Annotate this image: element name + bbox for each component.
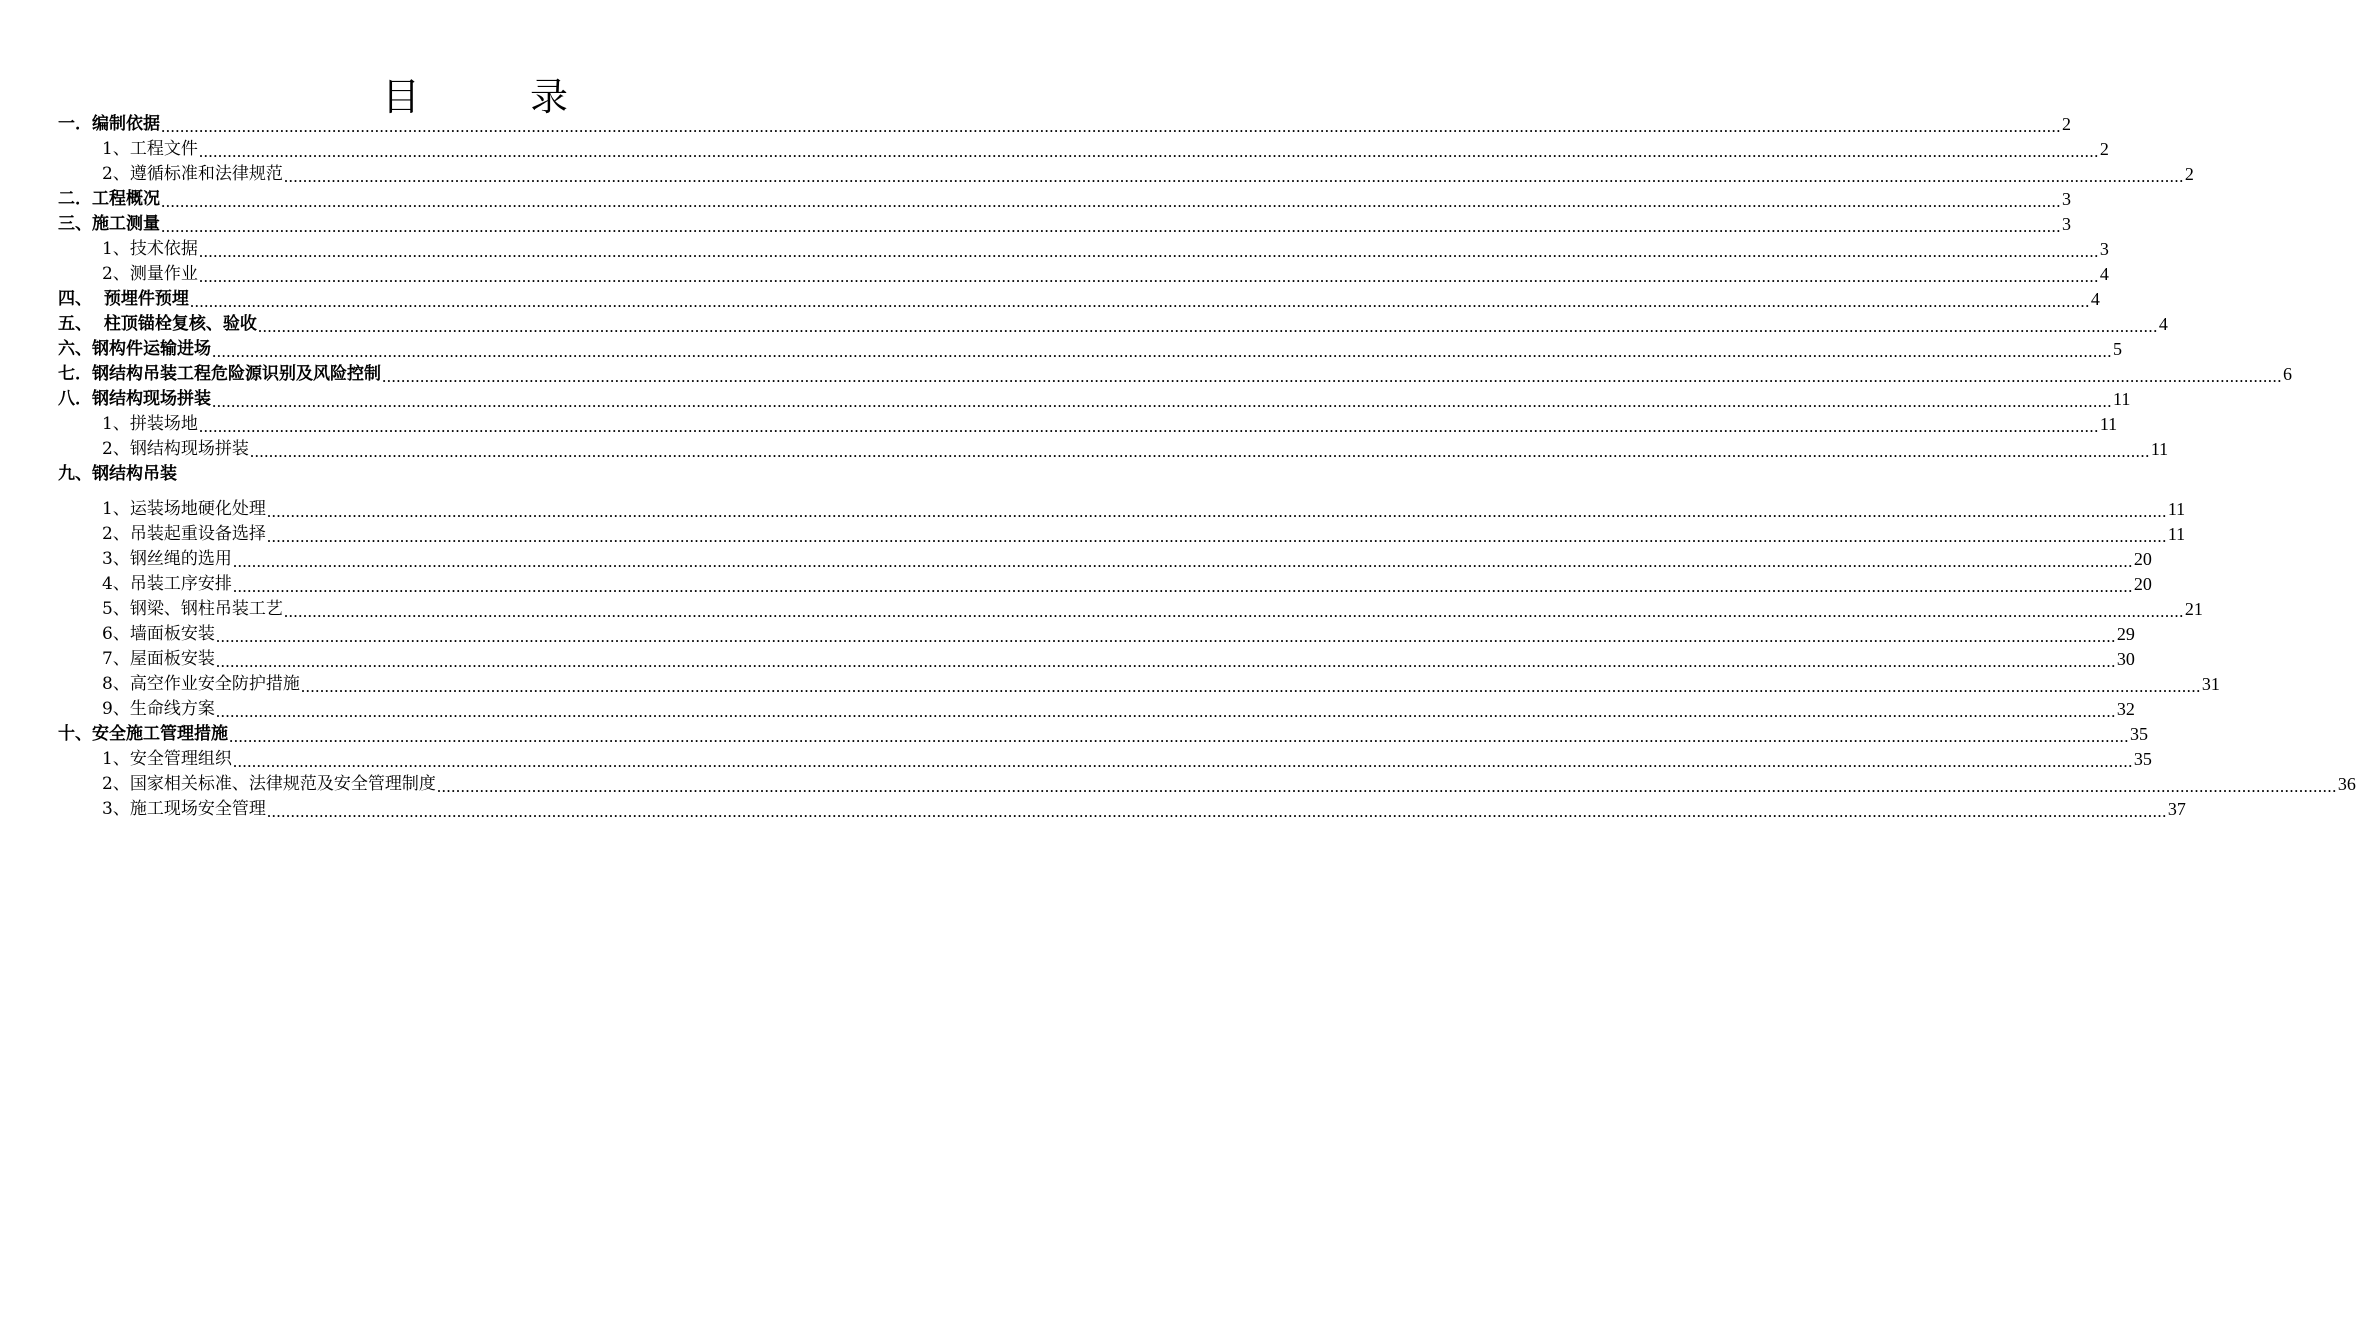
toc-page-number: 11 [2113, 389, 2131, 409]
toc-leader-dots: ................................................................................................................................................................................................................................................................................................................................................................................................................ [266, 527, 2167, 546]
document-title: 目 录 [381, 75, 604, 119]
toc-entry-label: 2、钢结构现场拼装 [102, 439, 249, 459]
toc-page-number: 3 [2062, 189, 2071, 209]
toc-page-number: 11 [2167, 499, 2186, 519]
toc-entry-label: 1、运装场地硬化处理 [102, 499, 266, 519]
toc-entry-label: 十、安全施工管理措施 [58, 724, 228, 744]
toc-entry-label: 一．编制依据 [58, 114, 160, 134]
toc-leader-dots: ................................................................................................................................................................................................................................................................................................................................................................................................................ [249, 442, 2150, 461]
toc-entry[interactable] [102, 797, 2186, 822]
toc-page-number: 20 [2133, 549, 2152, 569]
toc-leader-dots: ................................................................................................................................................................................................................................................................................................................................................................................................................ [161, 192, 2061, 211]
toc-entry[interactable] [58, 187, 2071, 212]
toc-entry[interactable] [58, 287, 2100, 312]
toc-entry[interactable] [58, 387, 2131, 412]
toc-entry-label: 九、钢结构吊装 [58, 464, 177, 484]
toc-entry[interactable] [102, 547, 2152, 572]
toc-entry[interactable] [102, 622, 2135, 647]
toc-page-number: 5 [2113, 339, 2122, 359]
toc-entry-label: 八．钢结构现场拼装 [58, 389, 211, 409]
toc-entry-label: 6、墙面板安装 [102, 624, 215, 644]
toc-leader-dots: ................................................................................................................................................................................................................................................................................................................................................................................................................ [300, 677, 2201, 696]
toc-page-number: 29 [2116, 624, 2135, 644]
toc-entry[interactable] [58, 112, 2071, 137]
toc-entry-label: 2、测量作业 [102, 264, 198, 284]
toc-leader-dots: ................................................................................................................................................................................................................................................................................................................................................................................................................ [266, 802, 2167, 821]
toc-leader-dots: ................................................................................................................................................................................................................................................................................................................................................................................................................ [198, 417, 2099, 436]
toc-entry[interactable] [102, 522, 2186, 547]
toc-page-number: 36 [2337, 774, 2356, 794]
toc-leader-dots: ................................................................................................................................................................................................................................................................................................................................................................................................................ [232, 552, 2133, 571]
toc-entry-label: 1、技术依据 [102, 239, 198, 259]
toc-page-number: 4 [2158, 314, 2168, 334]
toc-entry-label: 五、 柱顶锚栓复核、验收 [58, 314, 257, 334]
toc-entry-label: 2、国家相关标准、法律规范及安全管理制度 [102, 774, 436, 794]
toc-entry[interactable] [102, 162, 2194, 187]
toc-entry-label: 2、遵循标准和法律规范 [102, 164, 283, 184]
toc-entry[interactable] [102, 497, 2186, 522]
toc-entry-label: 3、施工现场安全管理 [102, 799, 266, 819]
toc-entry-label: 二．工程概况 [58, 189, 160, 209]
toc-page-number: 11 [2099, 414, 2118, 434]
toc-page-number: 37 [2167, 799, 2186, 819]
toc-entry-label: 三、施工测量 [58, 214, 160, 234]
toc-leader-dots: ................................................................................................................................................................................................................................................................................................................................................................................................................ [283, 167, 2184, 186]
toc-leader-dots: ................................................................................................................................................................................................................................................................................................................................................................................................................ [198, 242, 2099, 261]
toc-page-number: 35 [2133, 749, 2152, 769]
toc-page-number: 11 [2167, 524, 2186, 544]
toc-page-number: 31 [2201, 674, 2220, 694]
toc-leader-dots: ................................................................................................................................................................................................................................................................................................................................................................................................................ [215, 627, 2116, 646]
toc-leader-dots: ................................................................................................................................................................................................................................................................................................................................................................................................................ [161, 217, 2061, 236]
toc-leader-dots: ................................................................................................................................................................................................................................................................................................................................................................................................................ [198, 142, 2099, 161]
toc-entry-label: 8、高空作业安全防护措施 [102, 674, 300, 694]
toc-leader-dots: ................................................................................................................................................................................................................................................................................................................................................................................................................ [229, 727, 2129, 746]
toc-entry[interactable] [58, 337, 2122, 362]
toc-entry[interactable] [102, 697, 2135, 722]
toc-entry-label: 7、屋面板安装 [102, 649, 215, 669]
toc-page-number: 6 [2283, 364, 2292, 384]
toc-page-number: 20 [2133, 574, 2152, 594]
toc-entry[interactable] [102, 597, 2203, 622]
toc-entry-label: 七．钢结构吊装工程危险源识别及风险控制 [58, 364, 381, 384]
toc-entry-label: 1、安全管理组织 [102, 749, 232, 769]
toc-entry-label: 4、吊装工序安排 [102, 574, 232, 594]
toc-page-number: 2 [2062, 114, 2071, 134]
toc-leader-dots: ................................................................................................................................................................................................................................................................................................................................................................................................................ [212, 392, 2112, 411]
toc-page-number: 2 [2184, 164, 2194, 184]
toc-leader-dots: ................................................................................................................................................................................................................................................................................................................................................................................................................ [215, 702, 2116, 721]
toc-page-number: 35 [2130, 724, 2148, 744]
toc-leader-dots: ................................................................................................................................................................................................................................................................................................................................................................................................................ [161, 117, 2061, 136]
toc-leader-dots: ................................................................................................................................................................................................................................................................................................................................................................................................................ [232, 577, 2133, 596]
toc-entry[interactable] [102, 672, 2220, 697]
toc-entry-label: 1、拼装场地 [102, 414, 198, 434]
toc-leader-dots: ................................................................................................................................................................................................................................................................................................................................................................................................................ [232, 752, 2133, 771]
toc-entry[interactable] [58, 722, 2148, 747]
toc-leader-dots: ................................................................................................................................................................................................................................................................................................................................................................................................................ [215, 652, 2116, 671]
toc-entry[interactable] [58, 362, 2292, 387]
toc-page-number: 11 [2150, 439, 2169, 459]
toc-page-number: 21 [2184, 599, 2203, 619]
toc-page-number: 32 [2116, 699, 2135, 719]
toc-leader-dots: ................................................................................................................................................................................................................................................................................................................................................................................................................ [382, 367, 2282, 386]
toc-leader-dots: ................................................................................................................................................................................................................................................................................................................................................................................................................ [266, 502, 2167, 521]
toc-entry-label: 2、吊装起重设备选择 [102, 524, 266, 544]
toc-page-number: 30 [2116, 649, 2135, 669]
toc-entry[interactable] [102, 747, 2152, 772]
toc-page-number: 3 [2062, 214, 2071, 234]
toc-leader-dots: ................................................................................................................................................................................................................................................................................................................................................................................................................ [212, 342, 2112, 361]
toc-leader-dots: ................................................................................................................................................................................................................................................................................................................................................................................................................ [198, 267, 2099, 286]
toc-page-number: 2 [2099, 139, 2109, 159]
toc-entry[interactable] [58, 312, 2168, 337]
toc-entry[interactable] [102, 412, 2118, 437]
toc-leader-dots: ................................................................................................................................................................................................................................................................................................................................................................................................................ [283, 602, 2184, 621]
toc-leader-dots: ................................................................................................................................................................................................................................................................................................................................................................................................................ [257, 317, 2158, 336]
toc-leader-dots: ................................................................................................................................................................................................................................................................................................................................................................................................................ [436, 777, 2337, 796]
toc-entry[interactable] [58, 462, 844, 487]
toc-entry-label: 1、工程文件 [102, 139, 198, 159]
toc-entry[interactable] [102, 572, 2152, 597]
toc-entry-label: 9、生命线方案 [102, 699, 215, 719]
toc-entry-label: 5、钢梁、钢柱吊装工艺 [102, 599, 283, 619]
toc-entry[interactable] [102, 237, 2109, 262]
toc-entry[interactable] [102, 772, 2356, 797]
toc-entry[interactable] [102, 137, 2109, 162]
toc-entry[interactable] [102, 647, 2135, 672]
toc-entry[interactable] [58, 212, 2071, 237]
toc-entry[interactable] [102, 437, 2169, 462]
toc-entry-label: 四、 预埋件预埋 [58, 289, 189, 309]
toc-leader-dots: ................................................................................................................................................................................................................................................................................................................................................................................................................ [189, 292, 2090, 311]
toc-page-number: 4 [2099, 264, 2109, 284]
toc-page-number: 3 [2099, 239, 2109, 259]
toc-entry[interactable] [102, 262, 2109, 287]
toc-entry-label: 六、钢构件运输进场 [58, 339, 211, 359]
toc-page-number: 4 [2090, 289, 2100, 309]
toc-entry-label: 3、钢丝绳的选用 [102, 549, 232, 569]
